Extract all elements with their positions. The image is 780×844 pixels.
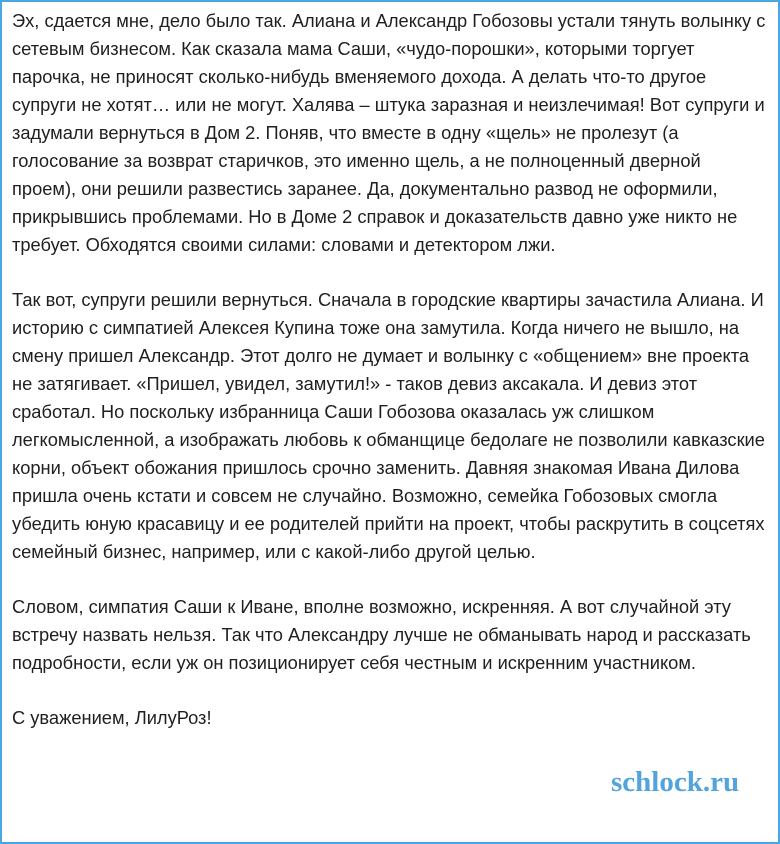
paragraph-spacer xyxy=(12,566,768,593)
site-watermark: schlock.ru xyxy=(611,766,740,798)
paragraph-spacer xyxy=(12,259,768,286)
paragraph-spacer xyxy=(12,677,768,704)
article-paragraph-2: Так вот, супруги решили вернуться. Сначала в городские квартиры зачастила Алиана. И историю с симпатией Алексея Купина тоже она замутила. Когда ничего не вышло, на смену пришел Александр. Этот долго не думает и волынку с «общением» вне проекта не затягивает. «Пришел, увидел, замутил!» - таков девиз аксакала. И девиз этот сработал. Но поскольку избранница Саши Гобозова оказалась уж слишком легкомысленной, а изображать любовь к обманщице бедолаге не позволили кавказские корни, объект обожания пришлось срочно заменить. Давняя знакомая Ивана Дилова пришла очень кстати и совсем не случайно. Возможно, семейка Гобозовых смогла убедить юную красавицу и ее родителей прийти на проект, чтобы раскрутить в соцсетях семейный бизнес, например, или с какой-либо другой целью. xyxy=(12,289,765,562)
article-signature: С уважением, ЛилуРоз! xyxy=(12,707,212,728)
article-paragraph-3: Словом, симпатия Саши к Иване, вполне возможно, искренняя. А вот случайной эту встречу назвать нельзя. Так что Александру лучше не обманывать народ и рассказать подробности, если уж он позиционирует себя честным и искренним участником. xyxy=(12,596,751,673)
article-paragraph-1: Эх, сдается мне, дело было так. Алиана и Александр Гобозовы устали тянуть волынку с сетевым бизнесом. Как сказала мама Саши, «чудо-порошки», которыми торгует парочка, не приносят сколько-нибудь вменяемого дохода. А делать что-то другое супруги не хотят… или не могут. Халява – штука заразная и неизлечимая! Вот супруги и задумали вернуться в Дом 2. Поняв, что вместе в одну «щель» не пролезут (а голосование за возврат старичков, это именно щель, а не полноценный дверной проем), они решили развестись заранее. Да, документально развод не оформили, прикрывшись проблемами. Но в Доме 2 справок и доказательств давно уже никто не требует. Обходятся своими силами: словами и детектором лжи. xyxy=(12,10,766,255)
